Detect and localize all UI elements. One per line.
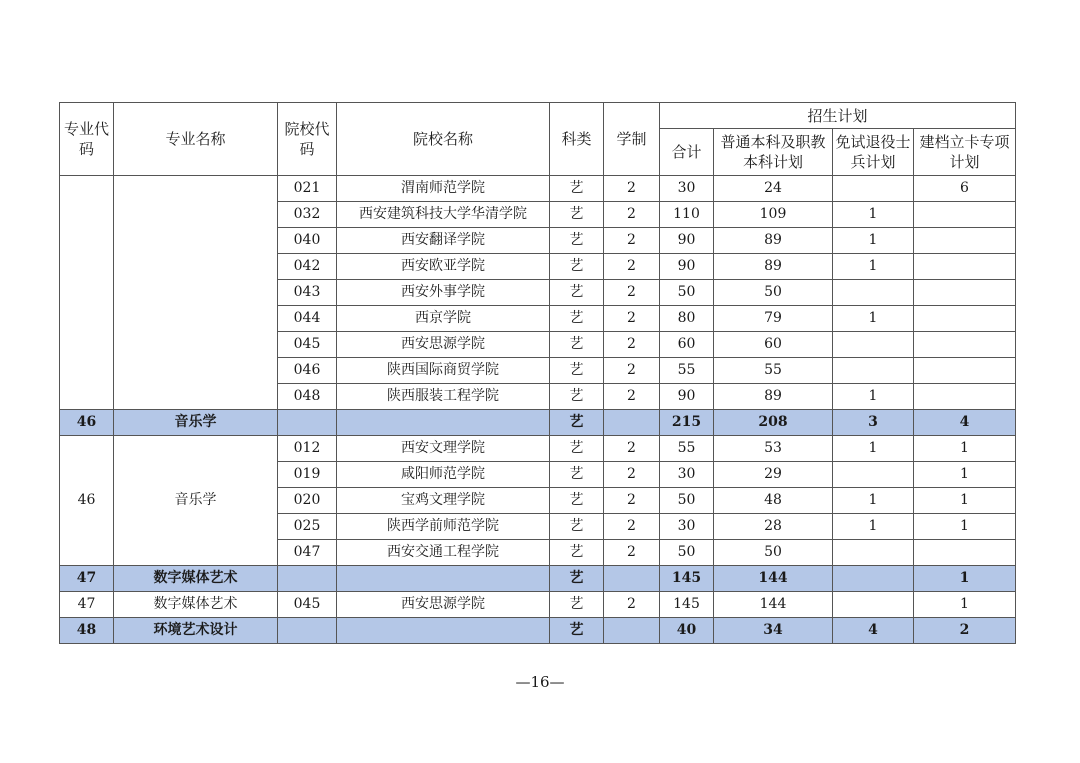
duration-cell: 2 <box>604 462 660 488</box>
regular-plan-cell: 109 <box>714 202 833 228</box>
school-name-cell: 西安外事学院 <box>337 280 550 306</box>
total-cell: 60 <box>660 332 714 358</box>
category-cell: 艺 <box>550 618 604 644</box>
total-cell: 110 <box>660 202 714 228</box>
category-cell: 艺 <box>550 176 604 202</box>
summary-row-digital-media <box>60 566 1016 592</box>
duration-cell: 2 <box>604 176 660 202</box>
school-code-cell: 025 <box>278 514 337 540</box>
enrollment-plan-table <box>59 102 1016 644</box>
special-plan-cell <box>914 358 1016 384</box>
duration-cell: 2 <box>604 540 660 566</box>
total-cell: 90 <box>660 228 714 254</box>
regular-plan-cell: 208 <box>714 410 833 436</box>
total-cell: 215 <box>660 410 714 436</box>
header-school-name: 院校名称 <box>337 103 550 176</box>
school-code-cell <box>278 566 337 592</box>
category-cell: 艺 <box>550 540 604 566</box>
special-plan-cell: 1 <box>914 592 1016 618</box>
total-cell: 30 <box>660 514 714 540</box>
duration-cell: 2 <box>604 280 660 306</box>
total-cell: 30 <box>660 176 714 202</box>
regular-plan-cell: 28 <box>714 514 833 540</box>
veteran-plan-cell: 1 <box>833 254 914 280</box>
special-plan-cell <box>914 228 1016 254</box>
major-code-cell: 47 <box>60 592 114 618</box>
duration-cell: 2 <box>604 202 660 228</box>
regular-plan-cell: 89 <box>714 384 833 410</box>
page-number: —16— <box>515 673 565 691</box>
school-code-cell: 032 <box>278 202 337 228</box>
major-name-cell <box>114 176 278 410</box>
regular-plan-cell: 50 <box>714 540 833 566</box>
duration-cell: 2 <box>604 436 660 462</box>
major-code-cell: 48 <box>60 618 114 644</box>
special-plan-cell <box>914 254 1016 280</box>
veteran-plan-cell: 1 <box>833 488 914 514</box>
category-cell: 艺 <box>550 254 604 280</box>
school-name-cell <box>337 618 550 644</box>
category-cell: 艺 <box>550 384 604 410</box>
school-code-cell: 045 <box>278 592 337 618</box>
table-row <box>60 176 1016 202</box>
regular-plan-cell: 29 <box>714 462 833 488</box>
major-name-cell: 数字媒体艺术 <box>114 592 278 618</box>
school-code-cell: 048 <box>278 384 337 410</box>
regular-plan-cell: 144 <box>714 566 833 592</box>
school-code-cell <box>278 410 337 436</box>
major-code-cell <box>60 176 114 410</box>
duration-cell: 2 <box>604 254 660 280</box>
school-code-cell: 046 <box>278 358 337 384</box>
veteran-plan-cell: 1 <box>833 436 914 462</box>
veteran-plan-cell <box>833 566 914 592</box>
major-code-cell: 47 <box>60 566 114 592</box>
school-name-cell <box>337 410 550 436</box>
veteran-plan-cell <box>833 176 914 202</box>
duration-cell: 2 <box>604 358 660 384</box>
category-cell: 艺 <box>550 462 604 488</box>
special-plan-cell <box>914 384 1016 410</box>
school-code-cell: 040 <box>278 228 337 254</box>
school-code-cell: 045 <box>278 332 337 358</box>
school-name-cell: 宝鸡文理学院 <box>337 488 550 514</box>
school-name-cell: 咸阳师范学院 <box>337 462 550 488</box>
regular-plan-cell: 60 <box>714 332 833 358</box>
school-name-cell: 渭南师范学院 <box>337 176 550 202</box>
regular-plan-cell: 34 <box>714 618 833 644</box>
special-plan-cell <box>914 280 1016 306</box>
category-cell: 艺 <box>550 332 604 358</box>
veteran-plan-cell <box>833 462 914 488</box>
regular-plan-cell: 53 <box>714 436 833 462</box>
school-code-cell: 021 <box>278 176 337 202</box>
header-plan-group: 招生计划 <box>660 103 1016 129</box>
duration-cell: 2 <box>604 384 660 410</box>
special-plan-cell <box>914 332 1016 358</box>
school-code-cell: 042 <box>278 254 337 280</box>
total-cell: 145 <box>660 566 714 592</box>
category-cell: 艺 <box>550 202 604 228</box>
veteran-plan-cell <box>833 540 914 566</box>
special-plan-cell <box>914 540 1016 566</box>
school-code-cell: 020 <box>278 488 337 514</box>
total-cell: 55 <box>660 436 714 462</box>
school-name-cell: 西安建筑科技大学华清学院 <box>337 202 550 228</box>
veteran-plan-cell: 1 <box>833 228 914 254</box>
major-name-cell: 音乐学 <box>114 436 278 566</box>
school-name-cell: 西安翻译学院 <box>337 228 550 254</box>
summary-row-music <box>60 410 1016 436</box>
school-name-cell: 陕西服装工程学院 <box>337 384 550 410</box>
header-special-plan: 建档立卡专项计划 <box>914 129 1016 176</box>
school-name-cell: 陕西国际商贸学院 <box>337 358 550 384</box>
veteran-plan-cell: 1 <box>833 202 914 228</box>
header-total: 合计 <box>660 129 714 176</box>
school-name-cell: 陕西学前师范学院 <box>337 514 550 540</box>
total-cell: 55 <box>660 358 714 384</box>
veteran-plan-cell: 1 <box>833 306 914 332</box>
veteran-plan-cell <box>833 592 914 618</box>
total-cell: 145 <box>660 592 714 618</box>
duration-cell: 2 <box>604 306 660 332</box>
header-regular-plan: 普通本科及职教本科计划 <box>714 129 833 176</box>
duration-cell <box>604 618 660 644</box>
veteran-plan-cell <box>833 358 914 384</box>
veteran-plan-cell: 1 <box>833 384 914 410</box>
major-code-cell: 46 <box>60 436 114 566</box>
category-cell: 艺 <box>550 436 604 462</box>
table-row <box>60 592 1016 618</box>
category-cell: 艺 <box>550 358 604 384</box>
category-cell: 艺 <box>550 514 604 540</box>
category-cell: 艺 <box>550 592 604 618</box>
header-major-name: 专业名称 <box>114 103 278 176</box>
veteran-plan-cell: 3 <box>833 410 914 436</box>
header-major-code: 专业代码 <box>60 103 114 176</box>
special-plan-cell: 1 <box>914 488 1016 514</box>
category-cell: 艺 <box>550 280 604 306</box>
category-cell: 艺 <box>550 228 604 254</box>
regular-plan-cell: 89 <box>714 254 833 280</box>
duration-cell: 2 <box>604 332 660 358</box>
school-name-cell: 西安思源学院 <box>337 592 550 618</box>
veteran-plan-cell <box>833 332 914 358</box>
major-name-cell: 数字媒体艺术 <box>114 566 278 592</box>
regular-plan-cell: 50 <box>714 280 833 306</box>
special-plan-cell <box>914 306 1016 332</box>
major-name-cell: 音乐学 <box>114 410 278 436</box>
duration-cell <box>604 566 660 592</box>
category-cell: 艺 <box>550 566 604 592</box>
school-name-cell: 西安交通工程学院 <box>337 540 550 566</box>
regular-plan-cell: 144 <box>714 592 833 618</box>
major-code-cell: 46 <box>60 410 114 436</box>
school-name-cell: 西安欧亚学院 <box>337 254 550 280</box>
special-plan-cell: 6 <box>914 176 1016 202</box>
total-cell: 30 <box>660 462 714 488</box>
school-name-cell: 西安文理学院 <box>337 436 550 462</box>
veteran-plan-cell: 4 <box>833 618 914 644</box>
header-school-code: 院校代码 <box>278 103 337 176</box>
school-name-cell: 西安思源学院 <box>337 332 550 358</box>
duration-cell: 2 <box>604 592 660 618</box>
regular-plan-cell: 48 <box>714 488 833 514</box>
school-code-cell: 044 <box>278 306 337 332</box>
table-row <box>60 436 1016 462</box>
school-code-cell: 047 <box>278 540 337 566</box>
special-plan-cell: 1 <box>914 462 1016 488</box>
veteran-plan-cell: 1 <box>833 514 914 540</box>
duration-cell: 2 <box>604 228 660 254</box>
school-code-cell: 012 <box>278 436 337 462</box>
total-cell: 50 <box>660 540 714 566</box>
special-plan-cell: 1 <box>914 566 1016 592</box>
category-cell: 艺 <box>550 306 604 332</box>
header-category: 科类 <box>550 103 604 176</box>
school-code-cell: 043 <box>278 280 337 306</box>
total-cell: 80 <box>660 306 714 332</box>
category-cell: 艺 <box>550 410 604 436</box>
school-code-cell <box>278 618 337 644</box>
duration-cell: 2 <box>604 514 660 540</box>
total-cell: 40 <box>660 618 714 644</box>
special-plan-cell: 4 <box>914 410 1016 436</box>
school-name-cell <box>337 566 550 592</box>
total-cell: 90 <box>660 254 714 280</box>
regular-plan-cell: 24 <box>714 176 833 202</box>
total-cell: 50 <box>660 488 714 514</box>
header-veteran-plan: 免试退役士兵计划 <box>833 129 914 176</box>
summary-row-environmental-art <box>60 618 1016 644</box>
major-name-cell: 环境艺术设计 <box>114 618 278 644</box>
veteran-plan-cell <box>833 280 914 306</box>
regular-plan-cell: 79 <box>714 306 833 332</box>
category-cell: 艺 <box>550 488 604 514</box>
total-cell: 90 <box>660 384 714 410</box>
regular-plan-cell: 89 <box>714 228 833 254</box>
special-plan-cell: 1 <box>914 436 1016 462</box>
special-plan-cell: 2 <box>914 618 1016 644</box>
duration-cell <box>604 410 660 436</box>
duration-cell: 2 <box>604 488 660 514</box>
special-plan-cell: 1 <box>914 514 1016 540</box>
school-code-cell: 019 <box>278 462 337 488</box>
school-name-cell: 西京学院 <box>337 306 550 332</box>
header-duration: 学制 <box>604 103 660 176</box>
special-plan-cell <box>914 202 1016 228</box>
total-cell: 50 <box>660 280 714 306</box>
regular-plan-cell: 55 <box>714 358 833 384</box>
